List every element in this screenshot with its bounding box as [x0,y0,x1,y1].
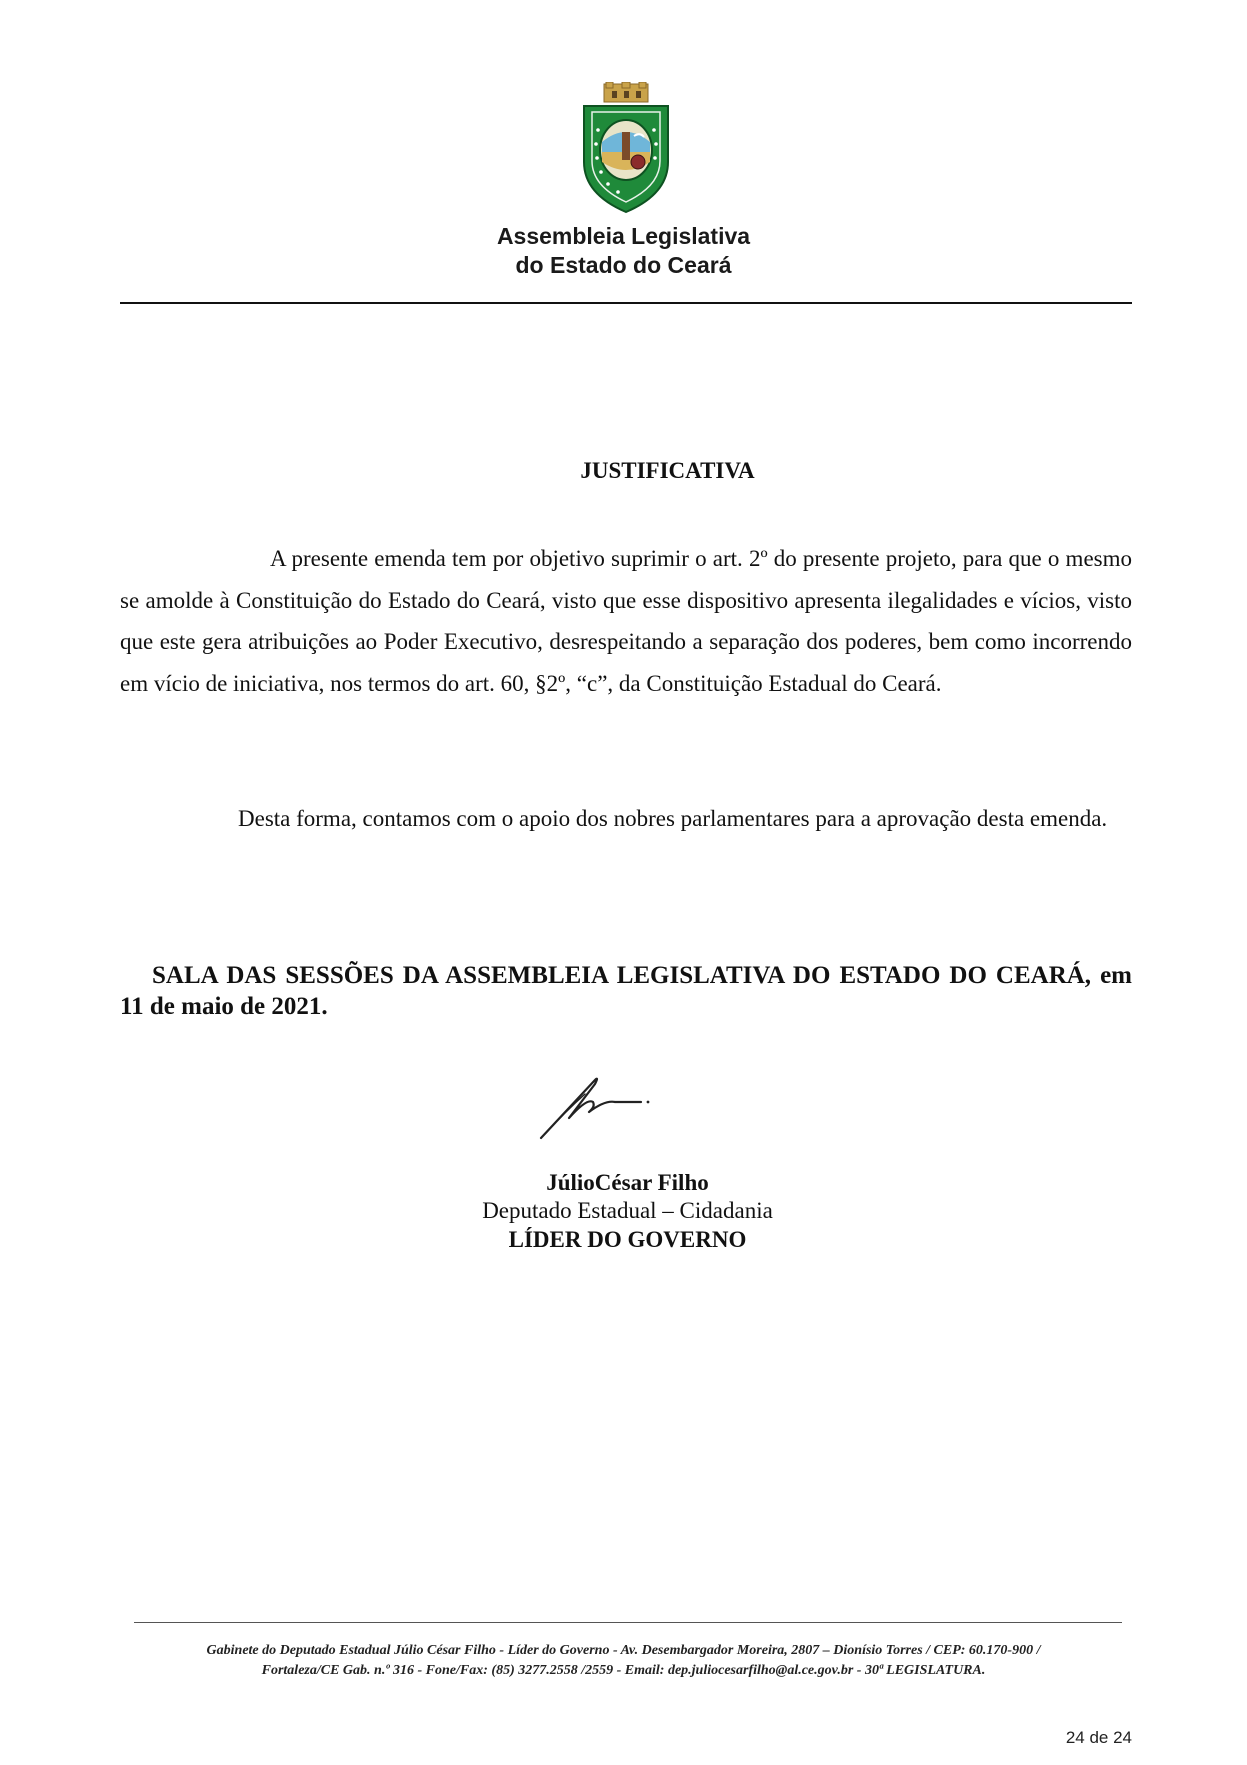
footer-address-line1: Gabinete do Deputado Estadual Júlio César Filho - Líder do Governo - Av. Desembargador Moreira, 2807 – Dionísio Torres / CEP: 60.170-900 / [206,1643,1041,1658]
coat-of-arms-icon [578,82,674,214]
signatory-name: JúlioCésar Filho [546,1170,709,1195]
paragraph-justification: A presente emenda tem por objetivo suprimir o art. 2º do presente projeto, para que o mesmo se amolde à Constituição do Estado do Ceará, visto que esse dispositivo apresenta ilegalidades e vícios, visto que este gera atribuições ao Poder Executivo, desrespeitando a separação dos poderes, bem como incorrendo em vício de iniciativa, nos termos do art. 60, §2º, “c”, da Constituição Estadual do Ceará. [120,546,1132,696]
institution-name-line2: do Estado do Ceará [515,252,732,278]
signatory-title: LÍDER DO GOVERNO [508,1227,747,1252]
institution-name-line1: Assembleia Legislativa [496,223,751,249]
header-divider [120,302,1132,304]
page-number: 24 de 24 [1065,1728,1132,1747]
document-title: JUSTIFICATIVA [580,458,755,483]
handwritten-signature [535,1072,665,1142]
footer-divider [134,1622,1122,1623]
signatory-role: Deputado Estadual – Cidadania [482,1198,773,1223]
paragraph-request: Desta forma, contamos com o apoio dos nobres parlamentares para a aprovação desta emenda. [238,806,1108,831]
closing-statement: SALA DAS SESSÕES DA ASSEMBLEIA LEGISLATIVA DO ESTADO DO CEARÁ, em 11 de maio de 2021. [120,962,1132,1020]
footer-address-line2: Fortaleza/CE Gab. n.º 316 - Fone/Fax: (85) 3277.2558 /2559 - Email: dep.juliocesarfilho@al.ce.gov.br - 30ª LEGISLATURA. [261,1663,986,1678]
